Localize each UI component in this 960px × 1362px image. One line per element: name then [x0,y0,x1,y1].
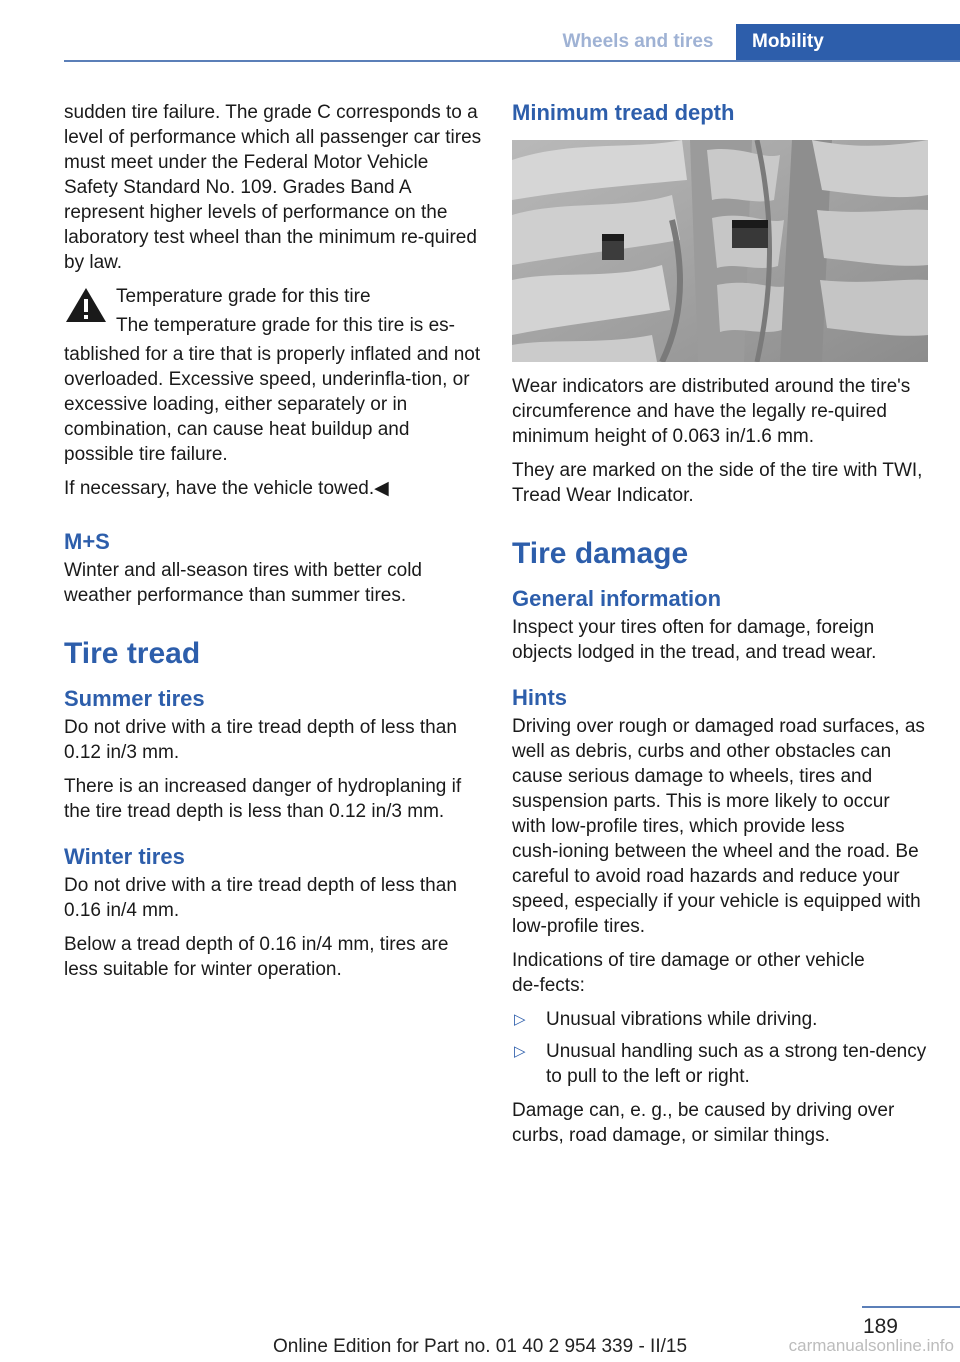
warning-end: If necessary, have the vehicle towed.◀ [64,478,389,499]
page-number: 189 [862,1315,898,1338]
general-info-paragraph: Inspect your tires often for damage, foreign objects lodged in the tread, and tread wear. [512,617,877,663]
list-item-text: Unusual vibrations while driving. [546,1009,818,1030]
warning-title: Temperature grade for this tire [116,286,371,307]
ms-text: Winter and all-season tires with better cold weather performance than summer tires. [64,560,422,606]
edition-footer: Online Edition for Part no. 01 40 2 954 339 - II/15 [272,1336,688,1357]
warning-block [64,284,482,338]
ms-heading: M+S [64,529,110,554]
summer-paragraph-1: Do not drive with a tire tread depth of less than 0.12 in/3 mm. [64,717,457,763]
closing-paragraph: Damage can, e. g., be caused by driving over curbs, road damage, or similar things. [512,1100,895,1146]
indications-paragraph: Indications of tire damage or other vehicle de‑fects: [512,950,865,996]
winter-paragraph-1: Do not drive with a tire tread depth of less than 0.16 in/4 mm. [64,875,457,921]
general-info-heading: General information [512,586,722,611]
intro-paragraph: sudden tire failure. The grade C corresponds to a level of performance which all passenger car tires must meet under the Federal Motor Vehicle Safety Standard No. 109. Grades Band A represent higher levels of performance on the laboratory test wheel than the minimum re‑quired by law. [64,102,482,273]
list-item [512,1039,928,1089]
header-section-title: Wheels and tires [562,31,714,52]
tread-wear-indicator-photo [512,140,928,362]
summer-paragraph-2: There is an increased danger of hydroplaning if the tire tread depth is less than 0.12 in/3 mm. [64,776,462,822]
min-tread-paragraph-1: Wear indicators are distributed around the tire's circumference and have the legally re‑quired minimum height of 0.063 in/1.6 mm. [512,376,911,447]
list-item-text: Unusual handling such as a strong ten‑dency to pull to the left or right. [546,1041,927,1087]
header-rule [64,60,960,62]
hints-paragraph: Driving over rough or damaged road surfaces, as well as debris, curbs and other obstacles can cause serious damage to wheels, tires and suspension parts. This is more likely to occur with low-profile tires, which provide less cush‑ioning between the wheel and the road. Be careful to avoid road hazards and reduce your speed, especially if your vehicle is equipped with low-profile tires. [512,716,925,937]
tire-damage-heading: Tire damage [512,537,689,570]
warning-triangle-icon [64,286,108,324]
hints-heading: Hints [512,685,567,710]
triangle-bullet-icon: ▷ [514,1043,526,1060]
min-tread-paragraph-2: They are marked on the side of the tire with TWI, Tread Wear Indicator. [512,460,923,506]
left-column [64,100,482,991]
warning-body-lead: The temperature grade for this tire is es‑ [116,315,455,336]
warning-body: tablished for a tire that is properly inflated and not overloaded. Excessive speed, underinfla‑tion, or excessive loading, either separately or in combination, can cause heat buildup and possible tire failure. [64,344,481,465]
watermark: carmanualsonline.info [788,1336,954,1355]
winter-paragraph-2: Below a tread depth of 0.16 in/4 mm, tires are less suitable for winter operation. [64,934,449,980]
list-item [512,1007,928,1032]
header-chapter-tab: Mobility [736,24,960,60]
summer-heading: Summer tires [64,686,205,711]
min-tread-heading: Minimum tread depth [512,100,735,125]
right-column [512,100,928,1157]
tread-heading: Tire tread [64,637,201,670]
winter-heading: Winter tires [64,844,185,869]
footer-rule [862,1306,960,1308]
triangle-bullet-icon: ▷ [514,1011,526,1028]
damage-indications-list [512,1007,928,1089]
